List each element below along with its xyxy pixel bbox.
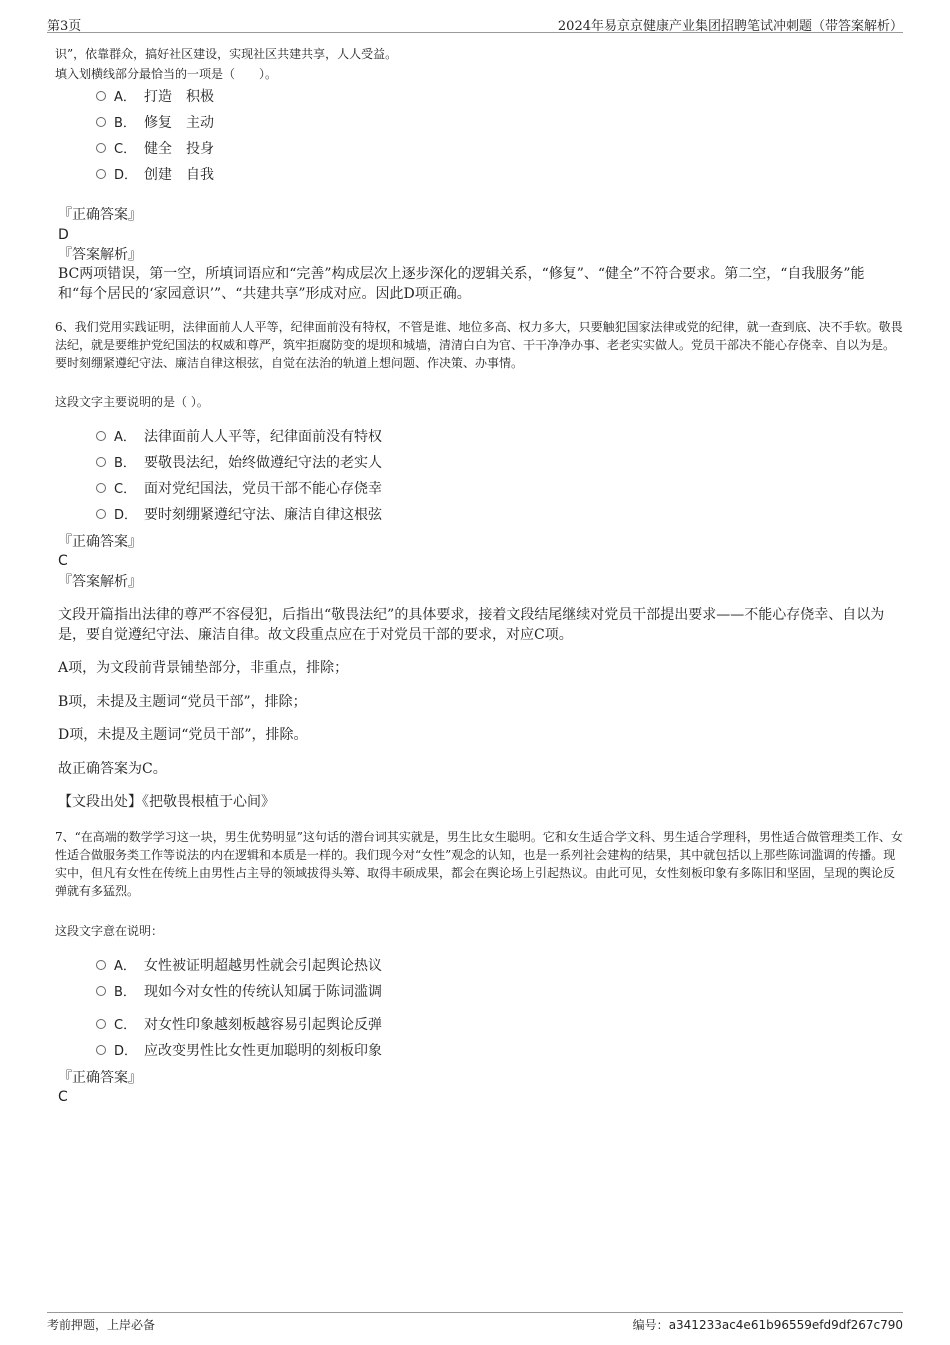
radio-button-icon[interactable]: [96, 1045, 106, 1055]
q6-note-d: D项，未提及主题词“党员干部”，排除。: [58, 727, 308, 743]
q5-answer-label: 『正确答案』: [58, 207, 142, 223]
q5-prompt: 填入划横线部分最恰当的一项是（ ）。: [55, 67, 278, 81]
q5-analysis-label: 『答案解析』: [58, 247, 142, 263]
document-title: 2024年易京京健康产业集团招聘笔试冲刺题（带答案解析）: [557, 19, 903, 34]
radio-button-icon[interactable]: [96, 143, 106, 153]
radio-button-icon[interactable]: [96, 509, 106, 519]
radio-button-icon[interactable]: [96, 986, 106, 996]
page-header: [47, 12, 903, 33]
q7-option-b[interactable]: B． 现如今对女性的传统认知属于陈词滥调: [96, 981, 382, 1003]
q6-conclusion: 故正确答案为C。: [58, 761, 167, 777]
q7-prompt: 这段文字意在说明：: [55, 924, 164, 938]
q7-option-a[interactable]: A． 女性被证明超越男性就会引起舆论热议: [96, 955, 382, 977]
q5-stem-tail: 识”，依靠群众，搞好社区建设，实现社区共建共享，人人受益。: [55, 47, 398, 61]
q6-stem: 6、我们党用实践证明，法律面前人人平等，纪律面前没有特权，不管是谁、地位多高、权力多大，只要触犯国家法律或党的纪律，就一查到底、决不手软。敬畏法纪，就是要维护党纪国法的权威和尊严，筑牢拒腐防变的堤坝和城墙，清清白白为官、干干净净办事、老老实实做人。党员干部决不能心存侥幸、自以为是。要时刻绷紧遵纪守法、廉洁自律这根弦，自觉在法治的轨道上想问题、作决策、办事情。: [55, 320, 903, 370]
q6-analysis-label: 『答案解析』: [58, 574, 142, 590]
q6-option-b[interactable]: B． 要敬畏法纪，始终做遵纪守法的老实人: [96, 452, 382, 474]
q6-option-c[interactable]: C． 面对党纪国法，党员干部不能心存侥幸: [96, 478, 382, 500]
q7-stem: 7、“在高端的数学学习这一块，男生优势明显”这句话的潜台词其实就是，男生比女生聪明。它和女生适合学文科、男生适合学理科，男性适合做管理类工作、女性适合做服务类工作等说法的内在逻辑和本质是一样的。我们现今对“女性”观念的认知，也是一系列社会建构的结果，其中就包括以上那些陈词滥调的传播。现实中，但凡有女性在传统上由男性占主导的领域拔得头筹、取得丰硕成果，都会在舆论场上引起热议。由此可见，女性刻板印象有多陈旧和坚固，呈现的舆论反弹就有多猛烈。: [55, 830, 903, 898]
q7-option-c[interactable]: C． 对女性印象越刻板越容易引起舆论反弹: [96, 1014, 382, 1036]
q6-option-a[interactable]: A． 法律面前人人平等，纪律面前没有特权: [96, 426, 382, 448]
document-code: 编号：a341233ac4e61b96559efd9df267c790: [632, 1318, 903, 1332]
radio-button-icon[interactable]: [96, 483, 106, 493]
radio-button-icon[interactable]: [96, 117, 106, 127]
q5-option-d[interactable]: D． 创建 自我: [96, 164, 214, 186]
radio-button-icon[interactable]: [96, 431, 106, 441]
footer-slogan: 考前押题，上岸必备: [47, 1318, 156, 1332]
q5-answer: D: [58, 227, 69, 243]
q6-prompt: 这段文字主要说明的是（ ）。: [55, 395, 209, 409]
radio-button-icon[interactable]: [96, 960, 106, 970]
q6-option-d[interactable]: D． 要时刻绷紧遵纪守法、廉洁自律这根弦: [96, 504, 382, 526]
q5-option-c[interactable]: C． 健全 投身: [96, 138, 214, 160]
q6-note-b: B项，未提及主题词“党员干部”，排除；: [58, 694, 307, 710]
q6-analysis: 文段开篇指出法律的尊严不容侵犯，后指出“敬畏法纪”的具体要求，接着文段结尾继续对党员干部提出要求——不能心存侥幸、自以为是，要自觉遵纪守法、廉洁自律。故文段重点应在于对党员干部的要求，对应C项。: [58, 607, 885, 643]
page-footer: [47, 1312, 903, 1337]
q5-option-a[interactable]: A． 打造 积极: [96, 86, 214, 108]
radio-button-icon[interactable]: [96, 91, 106, 101]
q6-note-a: A项，为文段前背景铺垫部分，非重点，排除；: [58, 660, 349, 676]
q5-option-b[interactable]: B． 修复 主动: [96, 112, 214, 134]
page-number: 第3页: [47, 19, 82, 34]
q7-answer: C: [58, 1089, 68, 1105]
radio-button-icon[interactable]: [96, 457, 106, 467]
q6-answer-label: 『正确答案』: [58, 534, 142, 550]
q5-analysis: BC两项错误，第一空，所填词语应和“完善”构成层次上逐步深化的逻辑关系，“修复”、“健全”不符合要求。第二空，“自我服务”能和“每个居民的‘家园意识’”、“共建共享”形成对应。因此D项正确。: [58, 266, 865, 302]
q7-option-d[interactable]: D． 应改变男性比女性更加聪明的刻板印象: [96, 1040, 382, 1062]
radio-button-icon[interactable]: [96, 1019, 106, 1029]
q6-source: 【文段出处】《把敬畏根植于心间》: [58, 794, 275, 810]
q6-answer: C: [58, 553, 68, 569]
radio-button-icon[interactable]: [96, 169, 106, 179]
q7-answer-label: 『正确答案』: [58, 1070, 142, 1086]
